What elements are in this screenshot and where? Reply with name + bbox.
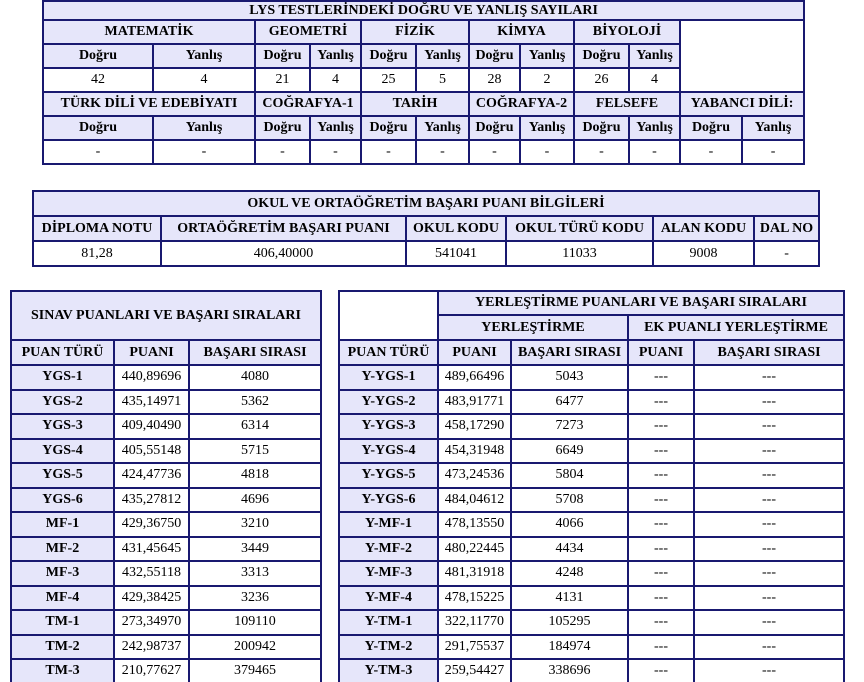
subject-header-geometri: GEOMETRİ [255,20,361,44]
puan-cell: 480,22445 [438,537,511,562]
dogru-header: Doğru [43,44,153,68]
ek_puan-cell: --- [628,414,694,439]
table-row [339,537,844,562]
table-row [339,610,844,635]
puan-cell: 435,14971 [114,390,189,415]
puan-turu-cell: TM-2 [11,635,114,660]
subject-header-tarih: TARİH [361,92,469,116]
sira-cell: 4066 [511,512,628,537]
dogru-header: Doğru [680,116,742,140]
yanlis-header: Yanlış [742,116,804,140]
subject-header-fizik: FİZİK [361,20,469,44]
sira-cell: 5804 [511,463,628,488]
okul-info-table [32,190,820,267]
basari-sirasi-header: BAŞARI SIRASI [189,340,321,365]
okul-kodu-value: 541041 [406,241,506,266]
table-row [11,561,321,586]
puan-turu-cell: Y-TM-1 [339,610,438,635]
ek-puani-header: PUANI [628,340,694,365]
value-cell: - [469,140,520,164]
puani-header: PUANI [114,340,189,365]
table-row [11,586,321,611]
sira-cell: 5715 [189,439,321,464]
value-cell: - [43,140,153,164]
table-row [11,291,321,340]
okul-turu-kodu-header: OKUL TÜRÜ KODU [506,216,653,241]
sira-cell: 200942 [189,635,321,660]
value-cell: 5 [416,68,469,92]
dogru-header: Doğru [43,116,153,140]
table-row [11,537,321,562]
table-row [339,365,844,390]
table-row [43,1,804,20]
value-cell: - [574,140,629,164]
table-row [43,20,804,44]
yanlis-header: Yanlış [153,116,255,140]
puan-cell: 473,24536 [438,463,511,488]
ek_sira-cell: --- [694,659,844,682]
value-cell: 4 [310,68,361,92]
puan-turu-cell: YGS-6 [11,488,114,513]
table-row [339,659,844,682]
ek_sira-cell: --- [694,610,844,635]
puan-cell: 481,31918 [438,561,511,586]
ek_sira-cell: --- [694,463,844,488]
basari-sirasi-header: BAŞARI SIRASI [511,340,628,365]
table-row [11,340,321,365]
puan-turu-cell: Y-MF-2 [339,537,438,562]
puan-turu-cell: Y-YGS-3 [339,414,438,439]
table-row [339,414,844,439]
yanlis-header: Yanlış [629,44,680,68]
puan-turu-cell: YGS-3 [11,414,114,439]
okul-table-title: OKUL VE ORTAÖĞRETİM BAŞARI PUANI BİLGİLERİ [33,191,819,216]
ek_puan-cell: --- [628,439,694,464]
subject-header-felsefe: FELSEFE [574,92,680,116]
yerlestirme-puanlari-table [338,290,845,682]
sira-cell: 109110 [189,610,321,635]
sira-cell: 3210 [189,512,321,537]
puan-cell: 454,31948 [438,439,511,464]
table-row [339,439,844,464]
ek_puan-cell: --- [628,390,694,415]
table-row [339,340,844,365]
value-cell: 2 [520,68,574,92]
value-cell: 28 [469,68,520,92]
ek_sira-cell: --- [694,537,844,562]
puan-turu-cell: Y-YGS-4 [339,439,438,464]
ek_puan-cell: --- [628,463,694,488]
puan-turu-cell: Y-MF-4 [339,586,438,611]
puan-cell: 429,36750 [114,512,189,537]
puan-cell: 322,11770 [438,610,511,635]
sira-cell: 4434 [511,537,628,562]
yanlis-header: Yanlış [153,44,255,68]
ek_puan-cell: --- [628,512,694,537]
yanlis-header: Yanlış [416,44,469,68]
puan-turu-cell: Y-YGS-6 [339,488,438,513]
sira-cell: 5362 [189,390,321,415]
sira-cell: 4131 [511,586,628,611]
ek_sira-cell: --- [694,390,844,415]
sinav-table-body [11,365,321,682]
obp-value: 406,40000 [161,241,406,266]
dogru-header: Doğru [574,116,629,140]
value-cell: 26 [574,68,629,92]
sira-cell: 3449 [189,537,321,562]
dogru-header: Doğru [469,44,520,68]
sira-cell: 4696 [189,488,321,513]
puan-cell: 259,54427 [438,659,511,682]
ek_sira-cell: --- [694,439,844,464]
ek_sira-cell: --- [694,414,844,439]
puan-cell: 409,40490 [114,414,189,439]
puan-turu-cell: Y-YGS-2 [339,390,438,415]
okul-turu-kodu-value: 11033 [506,241,653,266]
table-row [339,512,844,537]
ek_puan-cell: --- [628,488,694,513]
sira-cell: 3313 [189,561,321,586]
value-cell: - [361,140,416,164]
puan-turu-cell: YGS-4 [11,439,114,464]
ek_puan-cell: --- [628,610,694,635]
yanlis-header: Yanlış [520,116,574,140]
table-row [339,635,844,660]
ek_puan-cell: --- [628,561,694,586]
subject-header-biyoloji: BİYOLOJİ [574,20,680,44]
puan-cell: 210,77627 [114,659,189,682]
yerlestirme-group-header: YERLEŞTİRME [438,315,628,340]
yanlis-header: Yanlış [629,116,680,140]
sinav-table-title: SINAV PUANLARI VE BAŞARI SIRALARI [11,291,321,340]
ek_puan-cell: --- [628,659,694,682]
value-cell: - [310,140,361,164]
dal-no-header: DAL NO [754,216,819,241]
puan-turu-cell: Y-MF-3 [339,561,438,586]
subject-header-kimya: KİMYA [469,20,574,44]
value-cell: 4 [153,68,255,92]
puan-cell: 440,89696 [114,365,189,390]
puani-header: PUANI [438,340,511,365]
puan-cell: 429,38425 [114,586,189,611]
ek_sira-cell: --- [694,365,844,390]
table-row [33,216,819,241]
dal-no-value: - [754,241,819,266]
table-row [339,561,844,586]
table-row [11,659,321,682]
puan-turu-cell: YGS-1 [11,365,114,390]
sinav-puanlari-table [10,290,322,682]
value-cell: - [153,140,255,164]
ek_sira-cell: --- [694,512,844,537]
table-row [43,92,804,116]
table-row [339,463,844,488]
sira-cell: 5708 [511,488,628,513]
sira-cell: 105295 [511,610,628,635]
value-cell: - [416,140,469,164]
table-row [11,512,321,537]
ek-puanli-group-header: EK PUANLI YERLEŞTİRME [628,315,844,340]
puan-turu-cell: MF-1 [11,512,114,537]
subject-header-yabanci-dili: YABANCI DİLİ: [680,92,804,116]
yerlestirme-table-body [339,365,844,682]
table-row [11,635,321,660]
puan-cell: 478,13550 [438,512,511,537]
empty-cell [339,291,438,340]
value-cell: - [255,140,310,164]
puan-cell: 291,75537 [438,635,511,660]
sira-cell: 5043 [511,365,628,390]
dogru-header: Doğru [469,116,520,140]
puan-turu-cell: Y-MF-1 [339,512,438,537]
puan-cell: 432,55118 [114,561,189,586]
dogru-header: Doğru [361,44,416,68]
table-row [33,191,819,216]
table-row [43,116,804,140]
obp-header: ORTAÖĞRETİM BAŞARI PUANI [161,216,406,241]
table-row [339,586,844,611]
value-cell: 21 [255,68,310,92]
sira-cell: 379465 [189,659,321,682]
puan-cell: 484,04612 [438,488,511,513]
ek_sira-cell: --- [694,586,844,611]
ek_puan-cell: --- [628,635,694,660]
puan-cell: 489,66496 [438,365,511,390]
puan-turu-cell: TM-3 [11,659,114,682]
puan-cell: 478,15225 [438,586,511,611]
puan-turu-header: PUAN TÜRÜ [339,340,438,365]
puan-turu-header: PUAN TÜRÜ [11,340,114,365]
sira-cell: 4248 [511,561,628,586]
puan-turu-cell: YGS-5 [11,463,114,488]
puan-turu-cell: YGS-2 [11,390,114,415]
puan-cell: 242,98737 [114,635,189,660]
table-row [11,390,321,415]
puan-turu-cell: Y-TM-3 [339,659,438,682]
value-cell: 4 [629,68,680,92]
dogru-header: Doğru [574,44,629,68]
empty-cell [680,20,804,92]
ek_puan-cell: --- [628,537,694,562]
puan-turu-cell: TM-1 [11,610,114,635]
ek_sira-cell: --- [694,488,844,513]
sira-cell: 6477 [511,390,628,415]
diploma-notu-value: 81,28 [33,241,161,266]
subject-header-turk-dili: TÜRK DİLİ VE EDEBİYATI [43,92,255,116]
puan-turu-cell: Y-YGS-5 [339,463,438,488]
puan-cell: 435,27812 [114,488,189,513]
puan-cell: 273,34970 [114,610,189,635]
puan-turu-cell: MF-3 [11,561,114,586]
value-cell: - [742,140,804,164]
dogru-header: Doğru [255,44,310,68]
ek_sira-cell: --- [694,561,844,586]
table-row [339,488,844,513]
puan-cell: 458,17290 [438,414,511,439]
value-cell: - [629,140,680,164]
alan-kodu-header: ALAN KODU [653,216,754,241]
puan-cell: 431,45645 [114,537,189,562]
puan-turu-cell: Y-TM-2 [339,635,438,660]
puan-turu-cell: MF-2 [11,537,114,562]
ek_sira-cell: --- [694,635,844,660]
yanlis-header: Yanlış [416,116,469,140]
sira-cell: 6649 [511,439,628,464]
puan-cell: 483,91771 [438,390,511,415]
yanlis-header: Yanlış [310,116,361,140]
table-row [11,610,321,635]
value-cell: 42 [43,68,153,92]
value-cell: - [680,140,742,164]
lys-table-title: LYS TESTLERİNDEKİ DOĞRU VE YANLIŞ SAYILARI [43,1,804,20]
diploma-notu-header: DİPLOMA NOTU [33,216,161,241]
puan-cell: 424,47736 [114,463,189,488]
yerlestirme-table-title: YERLEŞTİRME PUANLARI VE BAŞARI SIRALARI [438,291,844,315]
subject-header-matematik: MATEMATİK [43,20,255,44]
value-cell: 25 [361,68,416,92]
puan-cell: 405,55148 [114,439,189,464]
ek_puan-cell: --- [628,586,694,611]
table-row [339,291,844,315]
sira-cell: 3236 [189,586,321,611]
table-row [11,439,321,464]
puan-turu-cell: MF-4 [11,586,114,611]
ek_puan-cell: --- [628,365,694,390]
table-row [11,414,321,439]
subject-header-cografya1: COĞRAFYA-1 [255,92,361,116]
dogru-header: Doğru [361,116,416,140]
sira-cell: 4080 [189,365,321,390]
table-row [339,390,844,415]
table-row [43,140,804,164]
lys-results-table [42,0,805,165]
value-cell: - [520,140,574,164]
sira-cell: 4818 [189,463,321,488]
sira-cell: 7273 [511,414,628,439]
yanlis-header: Yanlış [310,44,361,68]
sira-cell: 184974 [511,635,628,660]
table-row [11,365,321,390]
subject-header-cografya2: COĞRAFYA-2 [469,92,574,116]
okul-kodu-header: OKUL KODU [406,216,506,241]
sira-cell: 6314 [189,414,321,439]
puan-turu-cell: Y-YGS-1 [339,365,438,390]
table-row [33,241,819,266]
ek-basari-sirasi-header: BAŞARI SIRASI [694,340,844,365]
sira-cell: 338696 [511,659,628,682]
yanlis-header: Yanlış [520,44,574,68]
alan-kodu-value: 9008 [653,241,754,266]
dogru-header: Doğru [255,116,310,140]
table-row [11,463,321,488]
table-row [11,488,321,513]
